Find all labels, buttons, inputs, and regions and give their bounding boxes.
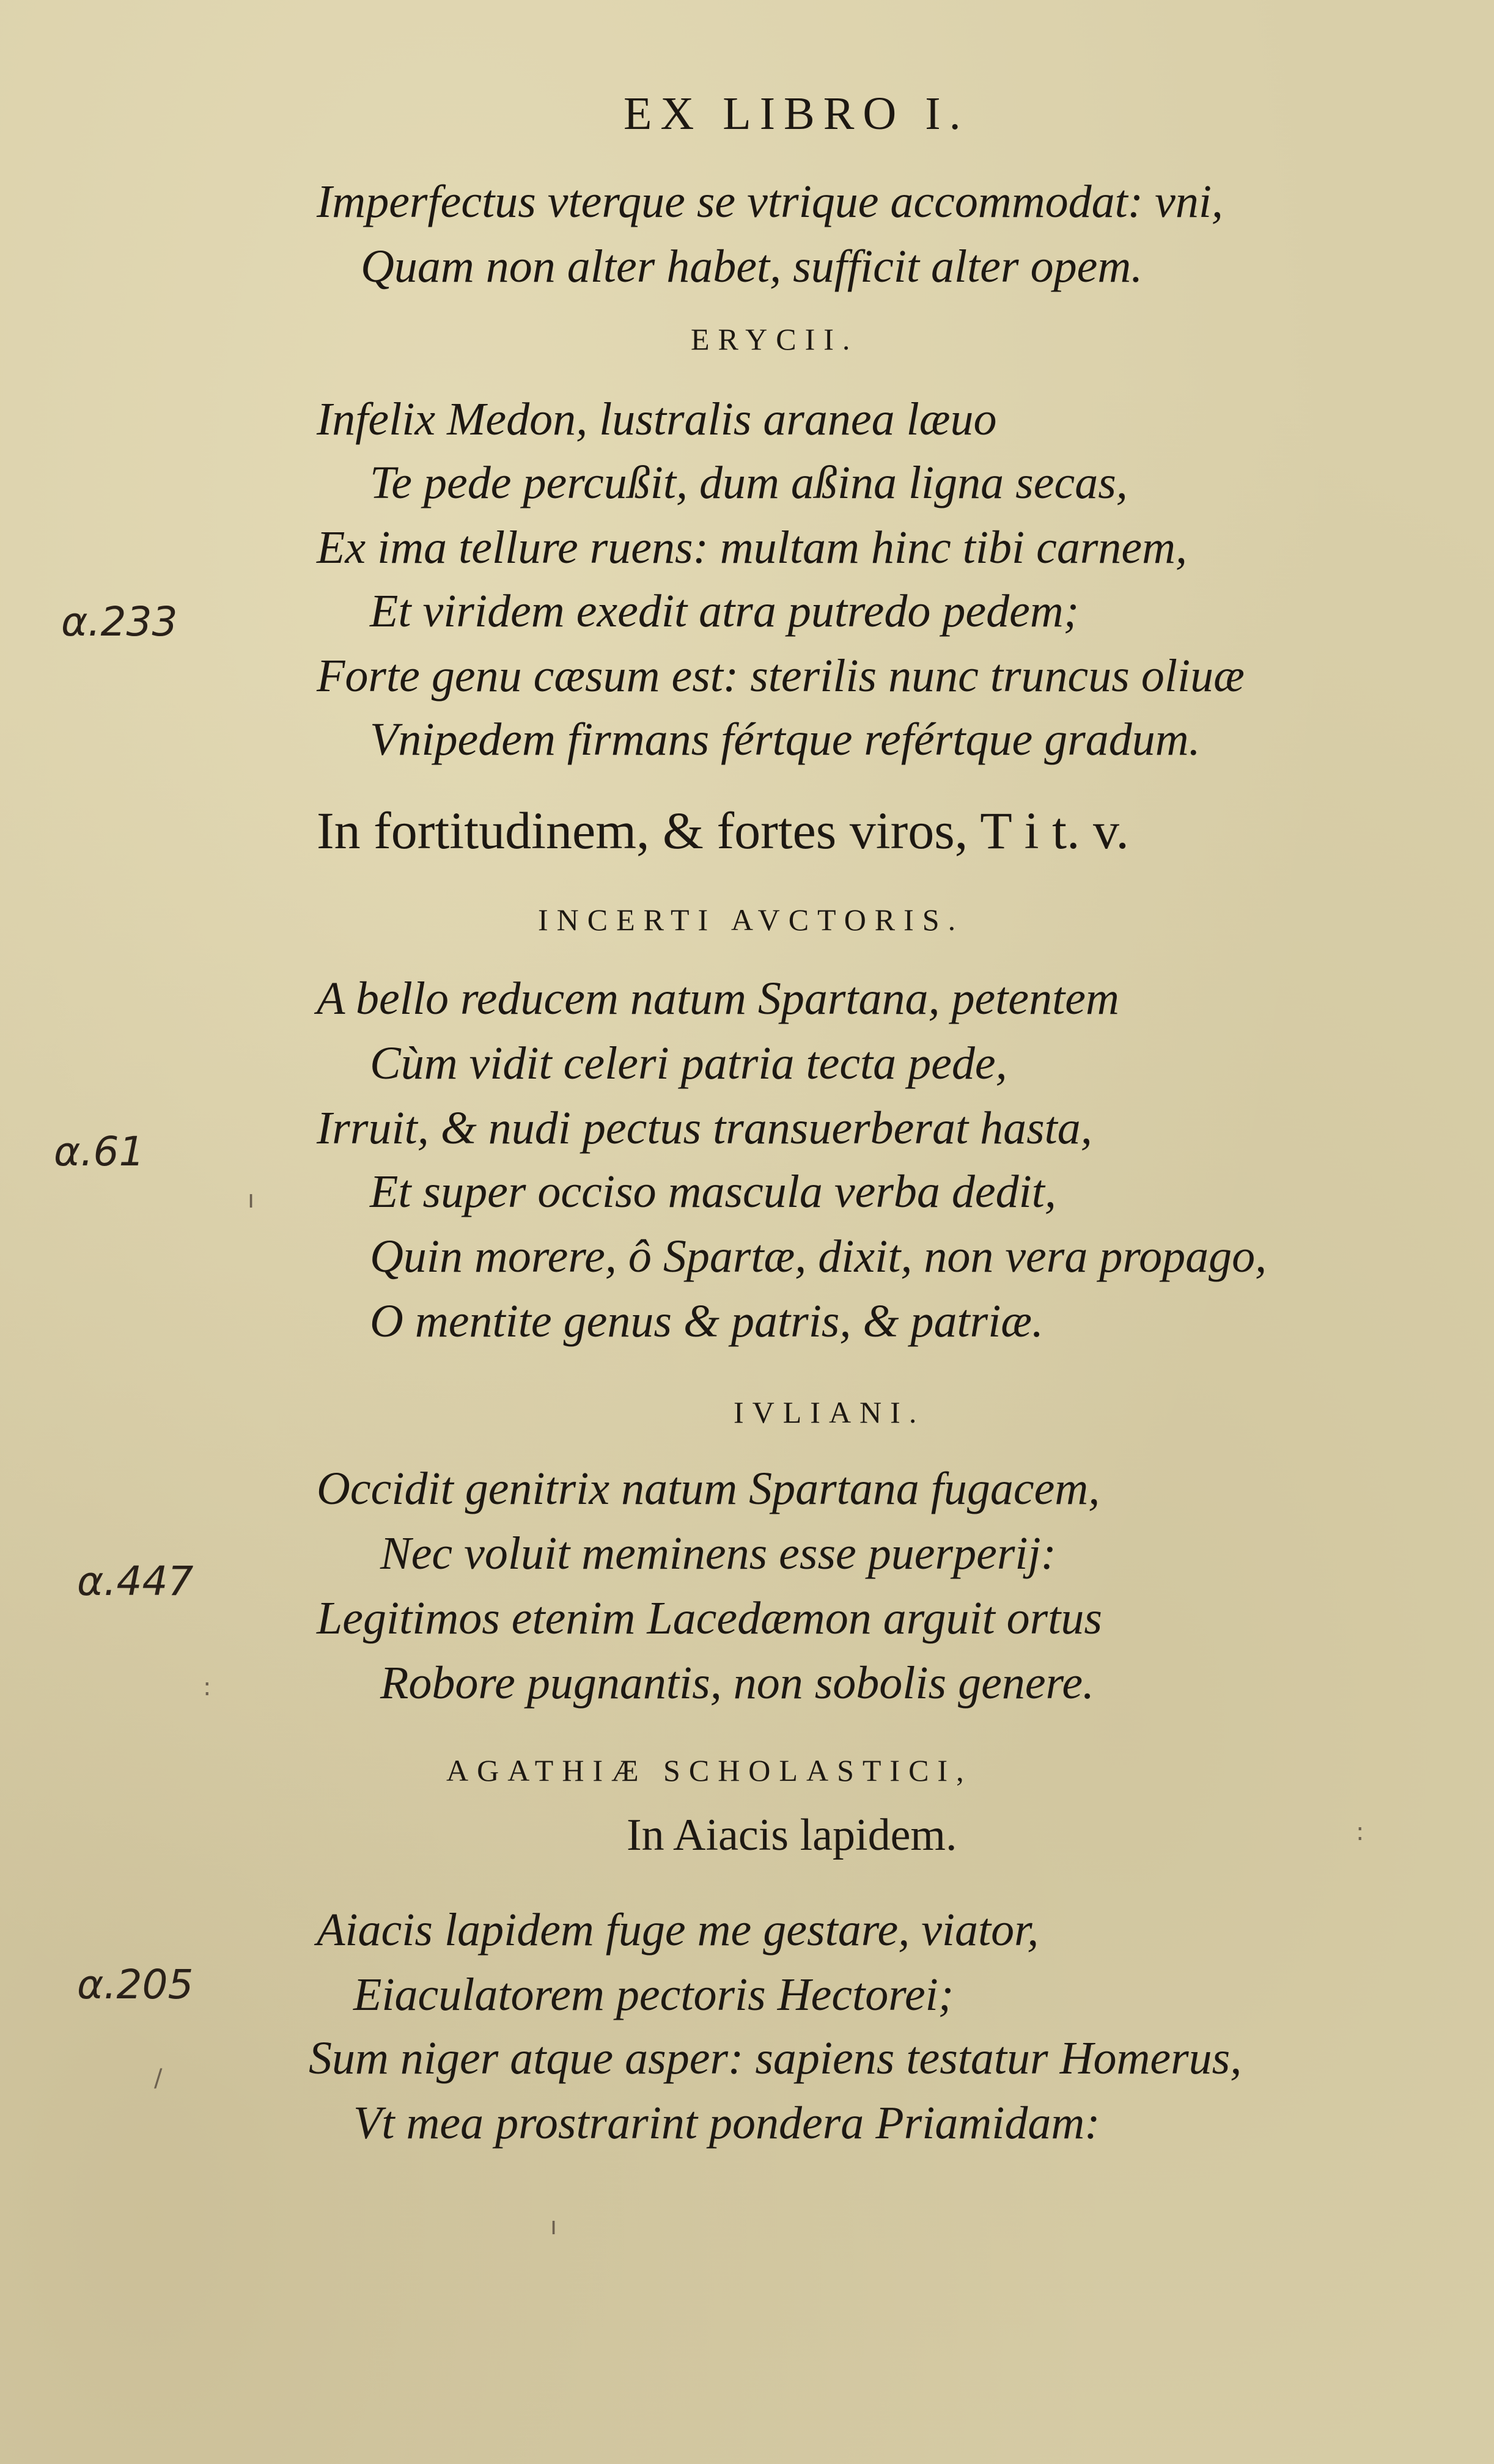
verse-line: A bello reducem natum Spartana, petentem (317, 973, 1119, 1024)
ink-speck: : (1356, 1818, 1364, 1846)
author-heading: INCERTI AVCTORIS. (538, 903, 965, 937)
verse-line: Vnipedem firmans fértque refértque gradum. (370, 714, 1201, 765)
margin-note: α.233 (61, 598, 178, 645)
verse-line: Legitimos etenim Lacedæmon arguit ortus (317, 1593, 1102, 1644)
author-heading: AGATHIÆ SCHOLASTICI, (446, 1753, 973, 1788)
verse-line: Vt mea prostrarint pondera Priamidam: (353, 2097, 1100, 2149)
margin-note: α.205 (77, 1961, 194, 2008)
verse-line: Irruit, & nudi pectus transuerberat hasta, (317, 1102, 1092, 1154)
verse-line: Et viridem exedit atra putredo pedem; (370, 585, 1080, 637)
verse-line: Imperfectus vterque se vtrique accommodat: vni, (317, 176, 1223, 227)
verse-line: Eiaculatorem pectoris Hectorei; (353, 1969, 954, 2020)
ink-speck: ı (248, 1186, 255, 1214)
verse-line: Ex ima tellure ruens: multam hinc tibi carnem, (317, 522, 1188, 573)
verse-line: Infelix Medon, lustralis aranea læuo (317, 394, 997, 445)
margin-note: α.447 (77, 1558, 194, 1605)
ink-speck: : (203, 1673, 212, 1701)
verse-line: Occidit genitrix natum Spartana fugacem, (317, 1463, 1100, 1514)
poem-subtitle: In Aiacis lapidem. (627, 1810, 957, 1860)
verse-line: Quam non alter habet, sufficit alter opem. (361, 241, 1143, 292)
verse-line: Te pede percußit, dum aßina ligna secas, (370, 457, 1128, 508)
verse-line: Quin morere, ô Spartæ, dixit, non vera propago, (370, 1231, 1267, 1282)
author-heading: ERYCII. (691, 322, 859, 356)
ink-speck: / (154, 2064, 163, 2092)
verse-line: Robore pugnantis, non sobolis genere. (380, 1657, 1095, 1709)
verse-line: Nec voluit meminens esse puerperij: (380, 1528, 1056, 1579)
ink-speck: ı (550, 2212, 557, 2240)
verse-line: Aiacis lapidem fuge me gestare, viator, (317, 1904, 1039, 1956)
margin-note: α.61 (54, 1128, 145, 1175)
verse-line: Et super occiso mascula verba dedit, (370, 1166, 1056, 1217)
author-heading: IVLIANI. (734, 1395, 925, 1429)
running-title: EX LIBRO I. (624, 88, 970, 139)
verse-line: O mentite genus & patris, & patriæ. (370, 1296, 1043, 1347)
verse-line: Cùm vidit celeri patria tecta pede, (370, 1038, 1007, 1089)
verse-line: Forte genu cæsum est: sterilis nunc truncus oliuæ (317, 650, 1245, 702)
section-title: In fortitudinem, & fortes viros, T i t. v. (317, 801, 1129, 860)
verse-line: Sum niger atque asper: sapiens testatur Homerus, (309, 2033, 1242, 2084)
